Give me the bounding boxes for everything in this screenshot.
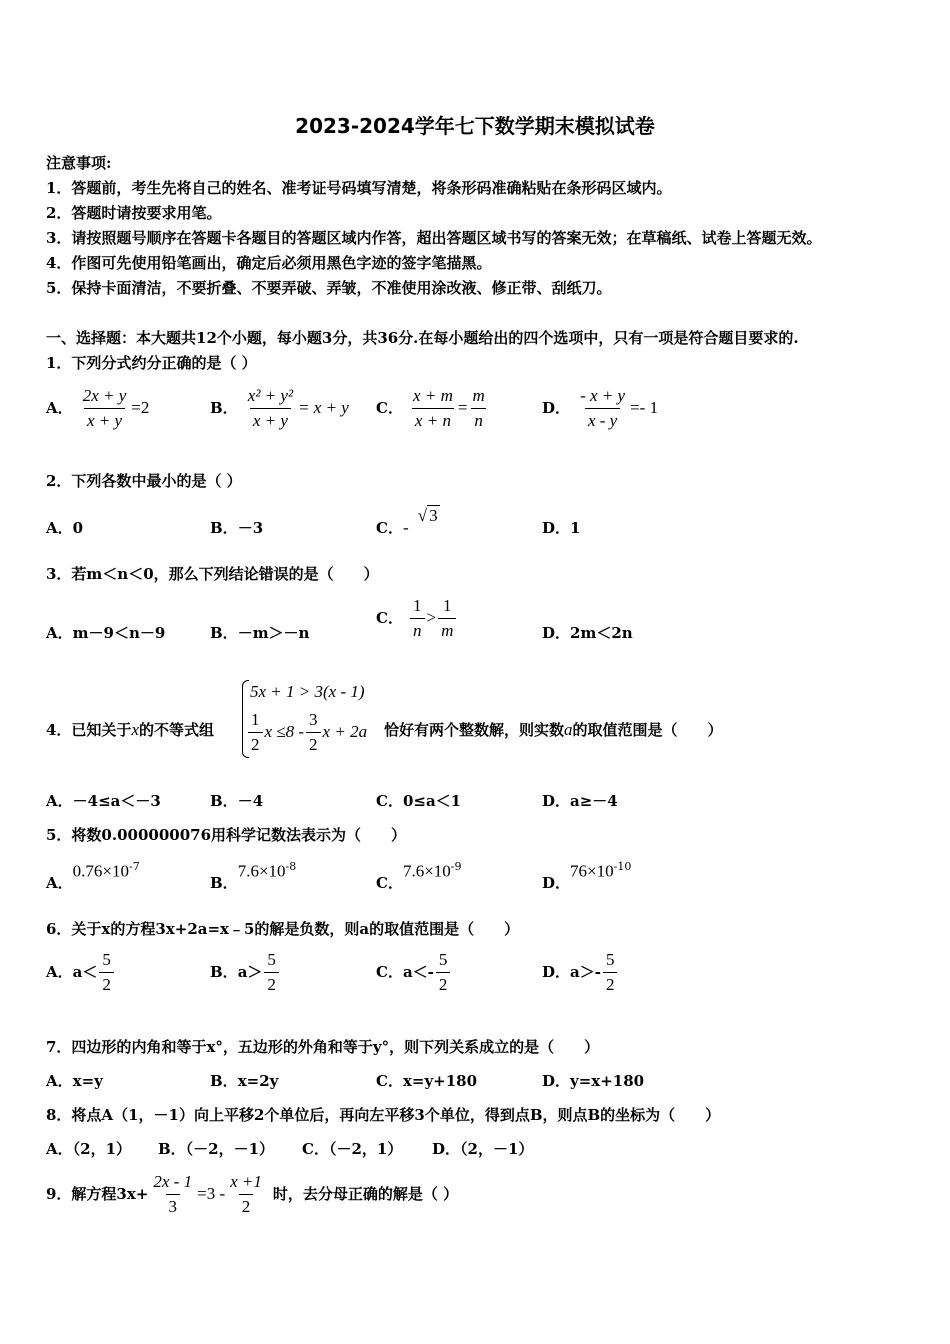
option-text: －4≤a＜－3 bbox=[72, 792, 161, 810]
option-text: 1 bbox=[570, 519, 581, 537]
option-text: a＞ bbox=[237, 963, 263, 981]
q2-stem: 2．下列各数中最小的是（ ） bbox=[46, 472, 242, 490]
notice-item: 1．答题前，考生先将自己的姓名、准考证号码填写清楚，将条形码准确粘贴在条形码区域内。 bbox=[46, 179, 672, 197]
option-text: 0≤a＜1 bbox=[402, 792, 462, 810]
fraction-numerator: m bbox=[472, 386, 485, 405]
q7-option-b[interactable] bbox=[210, 1070, 278, 1091]
fraction-denominator: x - y bbox=[585, 408, 620, 431]
option-label: D． bbox=[542, 519, 571, 537]
q2-option-a[interactable] bbox=[46, 517, 83, 538]
option-label: A． bbox=[46, 519, 73, 537]
greater-than-sign: > bbox=[426, 608, 437, 627]
q3-option-c[interactable] bbox=[376, 596, 458, 641]
notice-heading: 注意事项: bbox=[46, 154, 112, 172]
fraction-numerator: x +1 bbox=[230, 1172, 262, 1191]
q4-var-a: a bbox=[564, 720, 573, 739]
sci-base: 7.6×10 bbox=[402, 861, 451, 881]
option-text: －m＞－n bbox=[237, 624, 310, 642]
q8-stem: 8．将点A（1，－1）向上平移2个单位后，再向左平移3个单位，得到点B，则点B的坐标为（ ） bbox=[46, 1106, 721, 1124]
sci-exponent: -8 bbox=[285, 860, 297, 873]
q4-option-b[interactable] bbox=[210, 790, 263, 811]
option-label: A． bbox=[46, 963, 73, 981]
fraction-numerator: 1 bbox=[413, 596, 422, 615]
option-label: B． bbox=[210, 624, 238, 642]
fraction-denominator: 2 bbox=[264, 972, 279, 995]
fraction-numerator: 2x + y bbox=[82, 386, 127, 405]
sci-exponent: -7 bbox=[128, 860, 140, 873]
q1-option-b[interactable] bbox=[210, 386, 349, 431]
option-text: －3 bbox=[237, 519, 264, 537]
q2-option-c[interactable]: C．- √ 3 bbox=[376, 506, 438, 537]
q2-option-b[interactable] bbox=[210, 517, 263, 538]
q5-option-c[interactable] bbox=[376, 860, 462, 893]
option-label: D． bbox=[542, 963, 571, 981]
fraction-denominator: n bbox=[410, 618, 425, 641]
notice-item: 4．作图可先使用铅笔画出，确定后必须用黑色字迹的签字笔描黑。 bbox=[46, 254, 492, 272]
q4-stem-tail: 的取值范围是（ ） bbox=[572, 721, 723, 739]
option-label: B． bbox=[210, 519, 238, 537]
option-text: x=y+180 bbox=[402, 1072, 478, 1090]
option-label: C． bbox=[376, 963, 403, 981]
fraction-numerator: 1 bbox=[443, 596, 452, 615]
fraction-denominator: 3 bbox=[166, 1194, 181, 1217]
q1-b-rhs: = x + y bbox=[298, 398, 349, 417]
fraction-numerator: 3 bbox=[309, 710, 318, 729]
option-text: m－9＜n－9 bbox=[72, 624, 166, 642]
option-label: C． bbox=[376, 792, 403, 810]
q6-stem: 6．关于x的方程3x+2a=x﹣5的解是负数，则a的取值范围是（ ） bbox=[46, 920, 520, 938]
q8-option-b[interactable]: B．（－2，－1） bbox=[158, 1140, 275, 1158]
q7-option-a[interactable] bbox=[46, 1070, 103, 1091]
fraction-denominator: 2 bbox=[436, 972, 451, 995]
sci-exponent: -10 bbox=[613, 860, 632, 873]
fraction-denominator: 2 bbox=[99, 972, 114, 995]
option-text: 2m＜2n bbox=[570, 624, 633, 642]
q6-option-a[interactable] bbox=[46, 950, 116, 995]
option-label: D． bbox=[542, 624, 571, 642]
section-heading: 一、选择题：本大题共12个小题，每小题3分，共36分.在每小题给出的四个选项中，只有一项是符合题目要求的. bbox=[46, 329, 799, 347]
option-label: C． bbox=[376, 874, 403, 893]
q9-stem bbox=[46, 1172, 458, 1217]
q2-option-d[interactable] bbox=[542, 517, 580, 538]
q7-option-c[interactable] bbox=[376, 1070, 477, 1091]
q4-var-x: x bbox=[131, 720, 139, 739]
q8-option-d[interactable]: D．（2，－1） bbox=[432, 1140, 534, 1158]
minus-sign: - bbox=[402, 518, 409, 537]
q5-option-a[interactable] bbox=[46, 860, 140, 893]
q1-stem: 1．下列分式约分正确的是（ ） bbox=[46, 354, 257, 372]
inequality-line-1: 5x + 1 > 3(x - 1) bbox=[250, 682, 365, 701]
option-label: C． bbox=[376, 609, 403, 627]
fraction-denominator: n bbox=[471, 408, 486, 431]
option-label: C． bbox=[376, 399, 403, 417]
option-label: A． bbox=[46, 624, 73, 642]
q5-option-d[interactable] bbox=[542, 860, 632, 893]
fraction-numerator: - x + y bbox=[580, 386, 626, 405]
sci-base: 0.76×10 bbox=[72, 861, 129, 881]
option-label: D． bbox=[542, 399, 571, 417]
q1-option-c[interactable] bbox=[376, 386, 490, 431]
q9-stem-pre: 9．解方程3x+ bbox=[46, 1185, 149, 1203]
q6-option-b[interactable] bbox=[210, 950, 281, 995]
option-text: y=x+180 bbox=[570, 1072, 645, 1090]
sci-base: 76×10 bbox=[570, 861, 614, 881]
sci-base: 7.6×10 bbox=[237, 861, 286, 881]
notice-item: 5．保持卡面清洁，不要折叠、不要弄破、弄皱，不准使用涂改液、修正带、刮纸刀。 bbox=[46, 279, 612, 297]
sqrt-radicand: 3 bbox=[429, 506, 438, 525]
inequality-term: x ≤8 - bbox=[264, 722, 305, 741]
q6-option-c[interactable] bbox=[376, 950, 452, 995]
option-label: D． bbox=[542, 874, 571, 893]
option-label: B． bbox=[210, 963, 238, 981]
fraction-denominator: x + y bbox=[84, 408, 125, 431]
inequality-term: x + 2a bbox=[322, 722, 368, 741]
q8-option-c[interactable]: C．（－2，1） bbox=[302, 1140, 403, 1158]
option-label: A． bbox=[46, 792, 73, 810]
option-label: B． bbox=[210, 792, 238, 810]
notice-item: 2．答题时请按要求用笔。 bbox=[46, 204, 222, 222]
q9-stem-post: 时，去分母正确的解是（ ） bbox=[272, 1185, 459, 1203]
q4-option-a[interactable] bbox=[46, 790, 161, 811]
option-label: D． bbox=[542, 1072, 571, 1090]
q1-option-d[interactable] bbox=[542, 386, 658, 431]
q7-stem: 7．四边形的内角和等于x°，五边形的外角和等于y°，则下列关系成立的是（ ） bbox=[46, 1038, 600, 1056]
q4-stem-post: 恰好有两个整数解，则实数 bbox=[384, 721, 565, 739]
fraction-denominator: 2 bbox=[239, 1194, 254, 1217]
inequality-line-2 bbox=[246, 710, 367, 755]
sci-exponent: -9 bbox=[450, 860, 462, 873]
option-text: x=y bbox=[72, 1072, 103, 1090]
q4-stem-pre: 4．已知关于 bbox=[46, 721, 132, 739]
notice-item: 3．请按照题号顺序在答题卡各题目的答题区域内作答，超出答题区域书写的答案无效；在草稿纸、试卷上答题无效。 bbox=[46, 229, 822, 247]
q1-a-rhs: =2 bbox=[131, 398, 150, 417]
fraction-numerator: 1 bbox=[251, 710, 260, 729]
page-title: 2023-2024学年七下数学期末模拟试卷 bbox=[295, 114, 655, 138]
q4-stem-start bbox=[46, 719, 214, 740]
option-label: D． bbox=[542, 792, 571, 810]
fraction-numerator: x² + y² bbox=[247, 386, 294, 405]
fraction-numerator: 5 bbox=[267, 950, 276, 969]
q8-option-a[interactable]: A．（2，1） bbox=[46, 1140, 132, 1158]
option-label: A． bbox=[46, 874, 73, 893]
option-text: a≥－4 bbox=[570, 792, 618, 810]
q4-stem-end bbox=[384, 719, 723, 740]
fraction-denominator: x + n bbox=[412, 408, 454, 431]
q1-option-a[interactable] bbox=[46, 386, 149, 431]
option-label: C． bbox=[376, 1072, 403, 1090]
fraction-numerator: 5 bbox=[438, 950, 448, 969]
q3-option-b[interactable] bbox=[210, 622, 309, 643]
q4-option-c[interactable] bbox=[376, 790, 461, 811]
option-text: a＜- bbox=[402, 963, 434, 981]
q4-stem-mid: 的不等式组 bbox=[139, 721, 215, 739]
fraction-denominator: 2 bbox=[306, 732, 321, 755]
q1-d-rhs: =- 1 bbox=[630, 398, 659, 417]
option-text: 0 bbox=[72, 519, 84, 537]
equals-sign: = bbox=[457, 398, 468, 417]
q3-stem: 3．若m＜n＜0，那么下列结论错误的是（ ） bbox=[46, 565, 379, 583]
option-text: x=2y bbox=[237, 1072, 279, 1090]
fraction-denominator: 2 bbox=[248, 732, 263, 755]
fraction-denominator: x + y bbox=[250, 408, 291, 431]
fraction-numerator: 5 bbox=[605, 950, 615, 969]
fraction-numerator: 5 bbox=[102, 950, 111, 969]
fraction-numerator: 2x - 1 bbox=[153, 1172, 193, 1191]
q5-option-b[interactable] bbox=[210, 860, 297, 893]
q9-equation-mid: =3 - bbox=[197, 1184, 226, 1203]
option-label: C． bbox=[376, 519, 403, 537]
q5-stem: 5．将数0.000000076用科学记数法表示为（ ） bbox=[46, 826, 407, 844]
q3-option-d[interactable] bbox=[542, 622, 633, 643]
q7-option-d[interactable] bbox=[542, 1070, 644, 1091]
q6-option-d[interactable] bbox=[542, 950, 619, 995]
option-label: B． bbox=[210, 1072, 238, 1090]
option-text: a＞- bbox=[570, 963, 601, 981]
option-text: －4 bbox=[237, 792, 264, 810]
option-label: A． bbox=[46, 1072, 73, 1090]
fraction-numerator: x + m bbox=[413, 386, 453, 405]
q4-option-d[interactable] bbox=[542, 790, 618, 811]
option-label: B． bbox=[210, 874, 238, 893]
option-label: A． bbox=[46, 399, 73, 417]
option-text: a＜ bbox=[72, 963, 98, 981]
fraction-denominator: 2 bbox=[603, 972, 618, 995]
q3-option-a[interactable] bbox=[46, 622, 165, 643]
option-label: B． bbox=[210, 399, 238, 417]
fraction-denominator: m bbox=[438, 618, 456, 641]
